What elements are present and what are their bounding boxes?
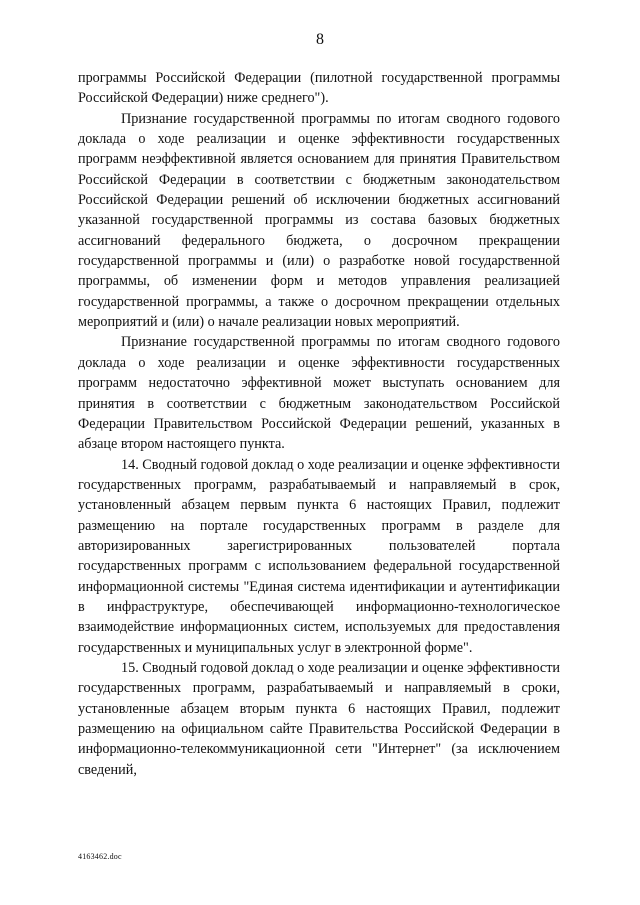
body-text — [78, 68, 560, 780]
paragraph-ineffective-program: Признание государственной программы по итогам сводного годового доклада о ходе реализации и оценке эффективности государственных программ неэффективной является основанием для принятия Правительством Российской Федерации в соответствии с бюджетным законодательством Российской Федерации решений об исключении бюджетных ассигнований указанной государственной программы из состава базовых бюджетных ассигнований федерального бюджета, о досрочном прекращении государственной программы и (или) о разработке новой государственной программы, об изменении форм и методов управления реализацией государственной программы, а также о досрочном прекращении отдельных мероприятий и (или) о начале реализации новых мероприятий. — [78, 110, 560, 331]
paragraph-point-14: 14. Сводный годовой доклад о ходе реализации и оценке эффективности государственных программ, разрабатываемый и направляемый в срок, установленный абзацем первым пункта 6 настоящих Правил, подлежит размещению на портале государственных программ в разделе для авторизированных зарегистрированных пользователей портала государственных программ с использованием федеральной государственной информационной системы "Единая система идентификации и аутентификации в инфраструктуре, обеспечивающей информационно-технологическое взаимодействие информационных систем, используемых для предоставления государственных и муниципальных услуг в электронной форме". — [78, 456, 561, 656]
page-number: 8 — [316, 31, 324, 48]
paragraph-insufficient-program: Признание государственной программы по итогам сводного годового доклада о ходе реализации и оценке эффективности государственных программ недостаточно эффективной может выступать основанием для принятия в соответствии с бюджетным законодательством Российской Федерации Правительством Российской Федерации решений, указанных в абзаце втором настоящего пункта. — [78, 334, 560, 453]
paragraph-continuation: программы Российской Федерации (пилотной государственной программы Российской Федерации) ниже среднего"). — [78, 70, 560, 107]
paragraph-point-15: 15. Сводный годовой доклад о ходе реализации и оценке эффективности государственных программ, разрабатываемый и направляемый в сроки, установленные абзацем вторым пункта 6 настоящих Правил, подлежит размещению на официальном сайте Правительства Российской Федерации в информационно-телекоммуникационной сети "Интернет" (за исключением сведений, — [78, 659, 561, 778]
footer-file-name: 4163462.doc — [78, 852, 122, 861]
